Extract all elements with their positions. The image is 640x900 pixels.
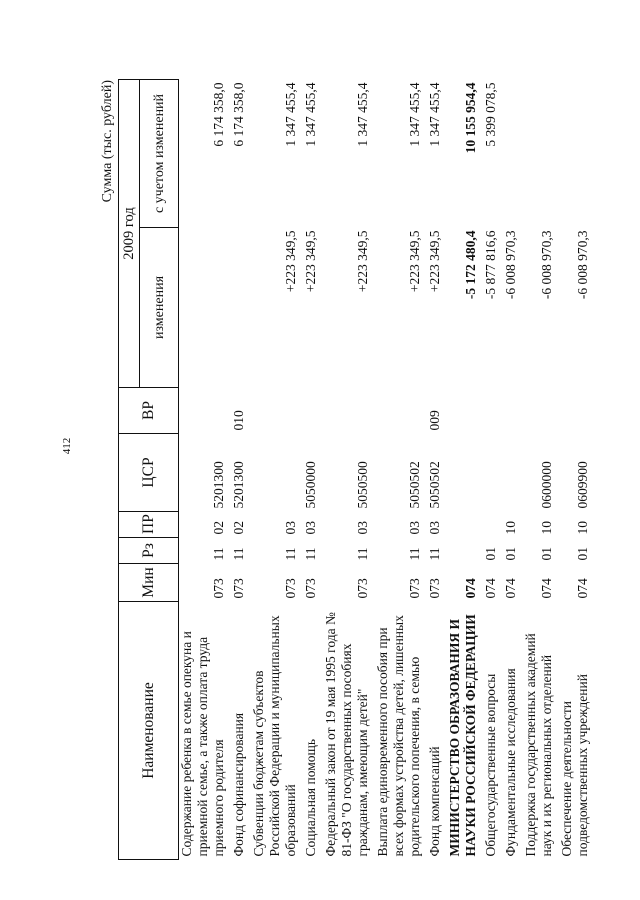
cell-pr: 10 bbox=[575, 521, 590, 535]
cell-min: 073 bbox=[407, 578, 422, 599]
cell-vr bbox=[447, 388, 483, 434]
header-vr: ВР bbox=[119, 388, 179, 434]
cell-change: -6 008 970,3 bbox=[539, 230, 554, 300]
cell-csr: 0609900 bbox=[575, 461, 590, 509]
cell-vr bbox=[375, 388, 427, 434]
table-row bbox=[483, 79, 503, 859]
cell-name: Общегосударственные вопросы bbox=[483, 673, 498, 857]
header-year: 2009 год bbox=[119, 79, 140, 387]
cell-csr: 0600000 bbox=[539, 461, 554, 509]
cell-pr: 03 bbox=[427, 521, 442, 535]
cell-change: -5 877 816,6 bbox=[483, 230, 498, 300]
header-name: Наименование bbox=[119, 602, 179, 860]
cell-min: 073 bbox=[355, 578, 370, 599]
table-row bbox=[303, 79, 323, 859]
cell-rz: 01 bbox=[483, 547, 498, 561]
cell-min: 074 bbox=[483, 578, 498, 599]
cell-total: 10 155 954,4 bbox=[463, 82, 478, 154]
cell-pr: 02 bbox=[231, 521, 246, 535]
cell-pr: 02 bbox=[211, 521, 226, 535]
cell-min: 073 bbox=[427, 578, 442, 599]
cell-rz: 01 bbox=[575, 547, 590, 561]
table-row bbox=[375, 79, 427, 859]
cell-rz: 11 bbox=[407, 547, 422, 561]
cell-min: 074 bbox=[539, 578, 554, 599]
cell-pr: 03 bbox=[303, 521, 318, 535]
cell-csr bbox=[503, 434, 523, 512]
cell-change: -6 008 970,3 bbox=[503, 230, 518, 300]
cell-csr: 5050500 bbox=[355, 461, 370, 509]
cell-vr bbox=[251, 388, 303, 434]
header-with-changes: с учетом изменений bbox=[140, 79, 179, 227]
cell-min: 073 bbox=[303, 578, 318, 599]
cell-vr bbox=[503, 388, 523, 434]
cell-total: 1 347 455,4 bbox=[407, 82, 422, 147]
cell-total: 6 174 358,0 bbox=[231, 82, 246, 147]
cell-name: Субвенции бюджетам субъектов Российской Федерации и муниципальных образований bbox=[251, 615, 298, 857]
table-row bbox=[427, 79, 447, 859]
table-row bbox=[503, 79, 523, 859]
cell-name: Федеральный закон от 19 мая 1995 года № 81-ФЗ "О государственных пособиях гражданам, имеющим детей" bbox=[323, 612, 370, 857]
cell-name: Содержание ребенка в семье опекуна и приемной семье, а также оплата труда приемного родителя bbox=[179, 631, 226, 857]
cell-total: 6 174 358,0 bbox=[211, 82, 226, 147]
cell-vr: 009 bbox=[427, 410, 442, 431]
cell-min: 074 bbox=[503, 578, 518, 599]
cell-change: -6 008 970,3 bbox=[575, 230, 590, 300]
table-header bbox=[119, 79, 179, 859]
cell-rz: 11 bbox=[231, 547, 246, 561]
cell-vr bbox=[483, 388, 503, 434]
cell-min: 074 bbox=[463, 578, 478, 599]
cell-csr: 5201300 bbox=[231, 461, 246, 509]
cell-min: 074 bbox=[575, 578, 590, 599]
cell-vr bbox=[559, 388, 595, 434]
cell-pr: 03 bbox=[355, 521, 370, 535]
cell-change: +223 349,5 bbox=[407, 230, 422, 293]
cell-rz: 01 bbox=[539, 547, 554, 561]
cell-total bbox=[503, 79, 523, 227]
cell-min: 073 bbox=[211, 578, 226, 599]
table-row bbox=[231, 79, 251, 859]
cell-min: 073 bbox=[283, 578, 298, 599]
budget-table bbox=[118, 79, 595, 860]
table-body bbox=[179, 79, 596, 859]
cell-vr bbox=[323, 388, 375, 434]
cell-rz: 11 bbox=[211, 547, 226, 561]
table-row bbox=[447, 79, 483, 859]
cell-pr bbox=[483, 512, 503, 538]
cell-csr: 5201300 bbox=[211, 461, 226, 509]
cell-total: 5 399 078,5 bbox=[483, 82, 498, 147]
cell-change: -5 172 480,4 bbox=[463, 230, 478, 300]
cell-name: Фонд софинансирования bbox=[231, 712, 246, 857]
header-min: Мин bbox=[119, 564, 179, 602]
cell-rz: 01 bbox=[503, 547, 518, 561]
cell-pr bbox=[447, 512, 483, 538]
cell-change: +223 349,5 bbox=[427, 230, 442, 293]
cell-rz: 11 bbox=[283, 547, 298, 561]
cell-rz bbox=[447, 538, 483, 564]
cell-pr: 03 bbox=[283, 521, 298, 535]
cell-total bbox=[523, 79, 559, 227]
cell-name: Поддержка государственных академий наук и их региональных отделений bbox=[523, 633, 554, 857]
cell-rz: 11 bbox=[303, 547, 318, 561]
table-row bbox=[179, 79, 232, 859]
cell-rz: 11 bbox=[355, 547, 370, 561]
cell-csr bbox=[251, 434, 303, 512]
table-row bbox=[523, 79, 559, 859]
cell-change: +223 349,5 bbox=[355, 230, 370, 293]
sum-caption: Сумма (тыс. рублей) bbox=[100, 80, 115, 203]
cell-name: Фонд компенсаций bbox=[427, 746, 442, 857]
cell-csr: 5050000 bbox=[303, 461, 318, 509]
cell-vr bbox=[303, 388, 323, 434]
cell-total: 1 347 455,4 bbox=[283, 82, 298, 147]
cell-name: Социальная помощь bbox=[303, 738, 318, 857]
header-csr: ЦСР bbox=[119, 434, 179, 512]
header-pr: ПР bbox=[119, 512, 179, 538]
cell-pr: 10 bbox=[503, 521, 518, 535]
cell-vr: 010 bbox=[231, 410, 246, 431]
cell-total: 1 347 455,4 bbox=[303, 82, 318, 147]
cell-name: Обеспечение деятельности подведомственных учреждений bbox=[559, 674, 590, 857]
rotated-page-content bbox=[100, 80, 610, 860]
header-rz: Рз bbox=[119, 538, 179, 564]
cell-vr bbox=[523, 388, 559, 434]
cell-name: МИНИСТЕРСТВО ОБРАЗОВАНИЯ И НАУКИ РОССИЙСКОЙ ФЕДЕРАЦИИ bbox=[447, 614, 478, 857]
cell-total: 1 347 455,4 bbox=[427, 82, 442, 147]
header-changes: изменения bbox=[140, 228, 179, 388]
table-row bbox=[559, 79, 595, 859]
cell-change bbox=[231, 228, 251, 388]
cell-change bbox=[179, 228, 232, 388]
cell-rz: 11 bbox=[427, 547, 442, 561]
cell-total bbox=[559, 79, 595, 227]
cell-name: Фундаментальные исследования bbox=[503, 668, 518, 857]
cell-pr: 03 bbox=[407, 521, 422, 535]
cell-csr bbox=[483, 434, 503, 512]
cell-csr: 5050502 bbox=[407, 461, 422, 509]
cell-name: Выплата единовременного пособия при всех формах устройства детей, лишенных родительского попечения, в семью bbox=[375, 615, 422, 857]
cell-total: 1 347 455,4 bbox=[355, 82, 370, 147]
cell-change: +223 349,5 bbox=[303, 230, 318, 293]
page-number: 412 bbox=[61, 437, 73, 455]
cell-csr: 5050502 bbox=[427, 461, 442, 509]
cell-change: +223 349,5 bbox=[283, 230, 298, 293]
cell-min: 073 bbox=[231, 578, 246, 599]
cell-csr bbox=[447, 434, 483, 512]
table-row bbox=[251, 79, 303, 859]
table-row bbox=[323, 79, 375, 859]
cell-pr: 10 bbox=[539, 521, 554, 535]
cell-vr bbox=[179, 388, 232, 434]
